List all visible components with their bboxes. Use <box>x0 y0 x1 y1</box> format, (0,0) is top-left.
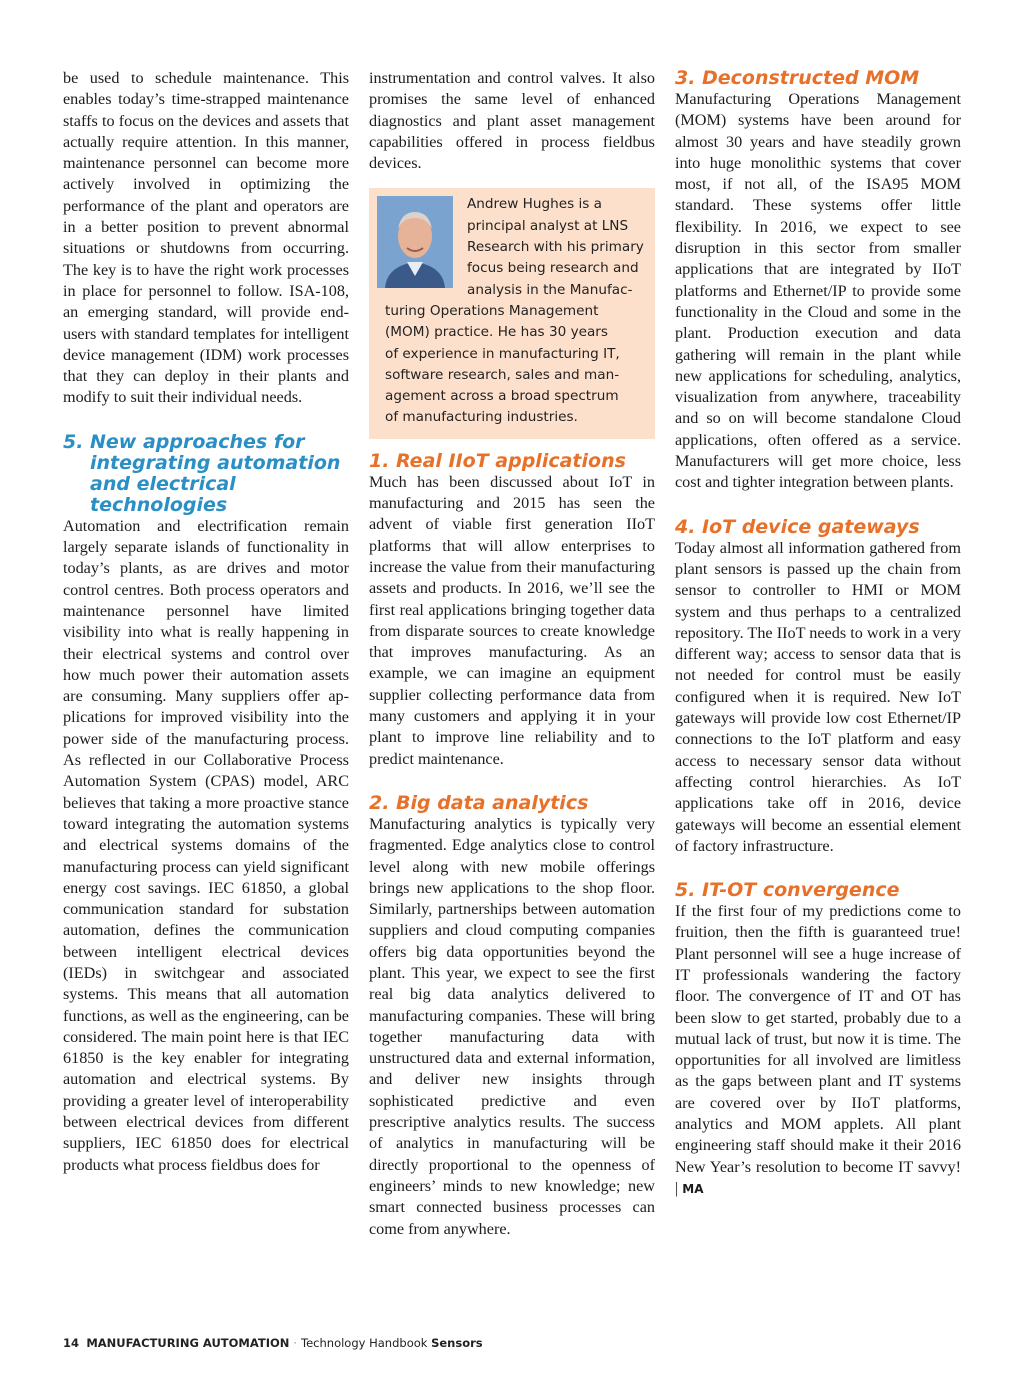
bio-line: (MOM) practice. He has 30 years <box>385 324 608 341</box>
section-heading-3-deconstructed-mom <box>675 68 961 89</box>
heading-title: IoT device gateways <box>702 515 920 538</box>
heading-number: 5. <box>675 879 696 902</box>
heading-number: 2. <box>369 791 390 814</box>
paragraph: instrumentation and control valves. It also promises the same level of enhanced diagnostics and plant asset management capabilities offered in process fieldbus devices. <box>369 69 655 173</box>
paragraph: Much has been discussed about IoT in manufacturing and 2015 has seen the advent of viable first generation IIoT platforms that will allow enterprises to increase the value from their manufacturing assets and products. In 2016, we’ll see the first real applications bringing together data from disparate sources to create knowledge that improves manufacturing. As an example, we can imagine an equipment supplier collecting performance data from many customers and applying it in your plant to improve line reliability and to predict maintenance. <box>369 472 655 768</box>
bio-line: agement across a broad spectrum <box>385 388 619 405</box>
section-heading-2-big-data <box>369 793 655 814</box>
paragraph: Manufacturing analytics is typically very fragmented. Edge analytics close to control level along with new mobile offerings brings new applications to the shop floor. Similarly, partnerships between automation suppliers and cloud computing companies offers big data opportunities beyond the plant. This year, we expect to see the first real big data analytics delivered to manufacturing companies. These will bring together manufacturing data with unstructured data and external information, and deliver new insights through sophisticated predictive and even prescriptive analytics results. The success of analytics in manufacturing will be directly proportional to the openness of engineers’ minds to new knowledge; new smart connected business processes can come from anywhere. <box>369 814 655 1238</box>
paragraph: be used to schedule maintenance. This enables today’s time-strapped maintenance staffs to focus on the devices and assets that actually require attention. In this manner, maintenance personnel can become more actively involved in optimizing the performance of the plant and operators are in a better position to prevent abnormal situations or shutdowns from occurring. The key is to have the right work processes in place for personnel to follow. ISA-108, an emerging standard, will provide end-users with standard templates for intelligent device management (IDM) work processes that they can deploy in their plants and modify to suit their individual needs. <box>63 69 349 407</box>
author-portrait-image <box>377 196 453 288</box>
heading-title: New approaches for integrating automation and electrical technologies <box>90 430 341 516</box>
paragraph-text: If the first four of my predictions come to fruition, then the fifth is guaranteed true! Plant personnel will see a huge increase of IT professionals wandering the factory floor. The convergence of IT and OT has been slow to get started, probably due to a mutual lack of trust, but now it is time. The opportunities for all involved are limitless as the gaps between plant and IT systems are covered over by IIoT platforms, analytics and MOM applets. All plant engineering staff should make it their 2016 New Year’s resolution to become IT savvy! | <box>675 902 961 1197</box>
column-2 <box>369 68 655 1240</box>
author-bio-box <box>369 188 655 438</box>
paragraph: Automation and electrification remain largely separate islands of functionality in today’s plants, as are drives and motor control centres. Both process operators and maintenance personnel have limited visibility into what is really happening in their electrical systems and control over how much power their automation assets are consuming. Many suppliers offer applications for improved visibility into the power side of the manufacturing process. As reflected in our Collaborative Process Automation System (CPAS) model, ARC believes that taking a more proactive stance toward integrating the automation systems and electrical systems domains of the manufacturing process can yield significant energy cost savings. IEC 61850, a global communication standard for substation automation, defines the communication between intelligent electrical devices (IEDs) in switchgear and associated systems. This means that all automation functions, as well as the engineering, can be considered. The main point here is that IEC 61850 is the key enabler for integrating automation and electrical systems. By providing a greater level of interoperability between electrical devices from different suppliers, IEC 61850 does for electrical products what process fieldbus does for <box>63 516 349 1174</box>
column-3 <box>675 68 961 1200</box>
footer-topic: Sensors <box>431 1336 483 1350</box>
heading-title: Real IIoT applications <box>396 449 626 472</box>
section-heading-1-real-iiot <box>369 451 655 472</box>
heading-number: 4. <box>675 515 696 538</box>
bio-line: software research, sales and man- <box>385 366 620 383</box>
page-number: 14 <box>63 1336 80 1350</box>
heading-number: 3. <box>675 67 696 89</box>
paragraph <box>675 901 961 1200</box>
heading-number: 5. <box>63 430 84 453</box>
bio-line: turing Operations Management <box>385 302 599 319</box>
section-heading-5-new-approaches <box>63 432 349 516</box>
bio-line: of experience in manufacturing IT, <box>385 345 620 362</box>
heading-title: IT-OT convergence <box>702 879 900 902</box>
bio-line: principal analyst at LNS <box>467 217 629 234</box>
magazine-name: MANUFACTURING AUTOMATION <box>86 1336 290 1350</box>
bio-line: of manufacturing industries. <box>385 409 578 426</box>
section-heading-5-it-ot <box>675 880 961 901</box>
paragraph: Today almost all information gathered from plant sensors is passed up the chain from sensor to controller to HMI or MOM system and thus perhaps to a centralized repository. The IIoT needs to work in a very different way; access to sensor data that is not needed for control must be easily configured when it is required. New IoT gateways will provide low cost Ethernet/IP connections to the IoT platform and easy access to necessary sensor data without affecting control hierarchies. As IoT applications take off in 2016, device gateways will become an essential element of factory infrastructure. <box>675 538 961 855</box>
bio-line: Research with his primary <box>467 239 644 256</box>
heading-title: Deconstructed MOM <box>702 67 920 89</box>
section-heading-4-iot-gateways <box>675 517 961 538</box>
bio-line: focus being research and <box>467 260 639 277</box>
end-mark: MA <box>682 1181 704 1196</box>
bio-line: analysis in the Manufac- <box>467 281 633 298</box>
footer-section: Technology Handbook <box>301 1336 428 1350</box>
author-photo <box>377 196 453 288</box>
heading-number: 1. <box>369 449 390 472</box>
paragraph: Manufacturing Operations Management (MOM) systems have been around for almost 30 years and have steadily grown into huge monolithic systems that cover most, if not all, of the ISA95 MOM standard. These systems offer little flexibility. In 2016, we expect to see disruption in this sector from smaller applications that are integrated by IIoT platforms and Ethernet/IP to provide some functionality in the Cloud and some in the plant. Production execution and data gathering will remain in the plant while new applications for scheduling, analytics, visualization from anywhere, traceability and so on will become standalone Cloud applications, often offered as a service. Manufacturers will get more choice, less cost and tighter integration between plants. <box>675 90 961 492</box>
bio-line: Andrew Hughes is a <box>467 196 602 213</box>
footer-separator: · <box>293 1336 298 1350</box>
page-footer <box>63 1336 483 1350</box>
column-1 <box>63 68 349 1176</box>
heading-title: Big data analytics <box>396 791 589 814</box>
